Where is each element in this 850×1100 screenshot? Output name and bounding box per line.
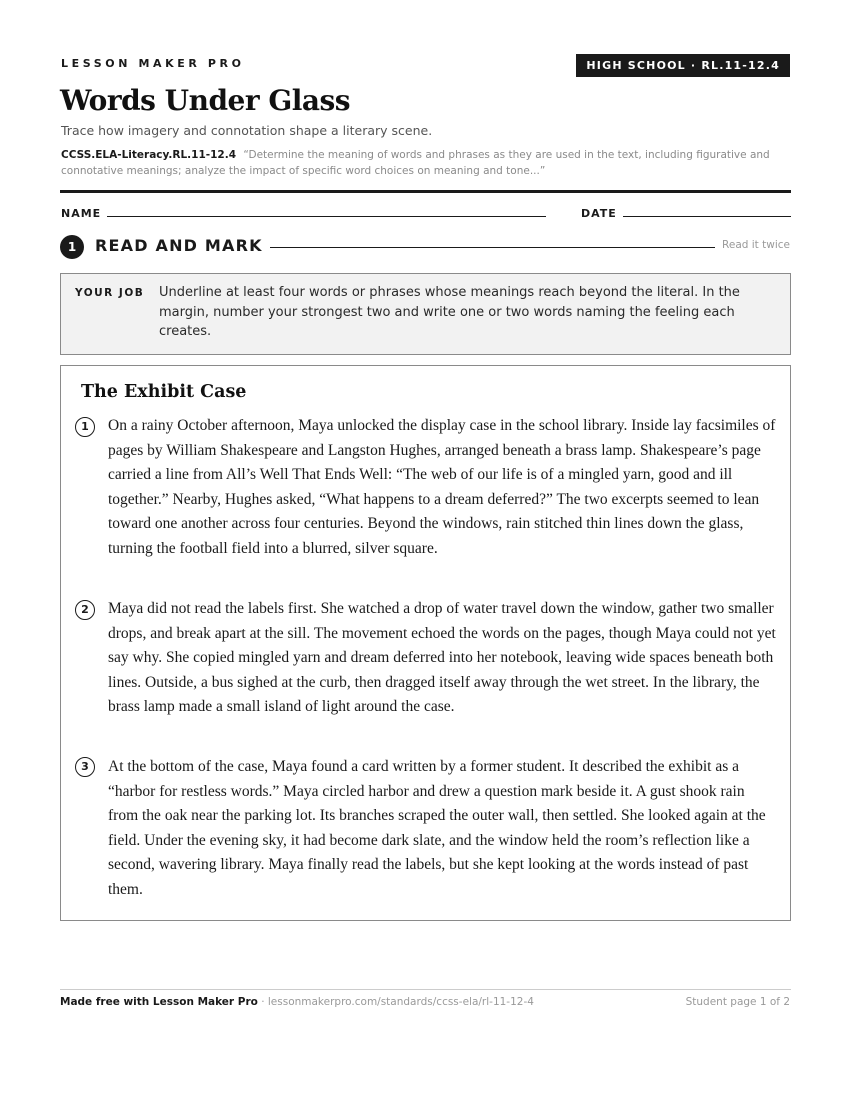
footer-credit [60,996,534,1008]
section-divider [270,247,715,248]
paragraph-2: Maya did not read the labels first. She watched a drop of water travel down the window, gather two smaller drops, and break apart at the sill. The movement echoed the words on the pages, though Maya could not yet say why. She copied mingled yarn and dream deferred into her notebook, leaving wide spaces beneath both lines. Outside, a bus sighed at the curb, then dragged itself away through the wet street. In the library, the brass lamp made a small island of light around the case. [108,600,776,716]
passage-box [60,365,791,921]
footer-page-number: Student page 1 of 2 [685,996,790,1008]
standard-code: CCSS.ELA-Literacy.RL.11-12.4 [61,149,237,161]
instructions-label: YOUR JOB [75,287,145,299]
section-number-badge: 1 [60,235,84,259]
instructions-box [60,273,791,355]
passage-title: The Exhibit Case [81,382,247,402]
section-note: Read it twice [722,239,790,251]
footer-divider [60,989,791,990]
footer-url[interactable]: lessonmakerpro.com/standards/ccss-ela/rl-11-12-4 [267,996,534,1008]
footer-separator: · [257,996,268,1008]
paragraph-number-3: 3 [75,757,95,777]
header-divider [60,190,791,193]
date-field[interactable] [623,216,791,217]
instructions-text: Underline at least four words or phrases whose meanings reach beyond the literal. In the margin, number your strongest two and write one or two words naming the feeling each creates. [159,285,740,339]
brand-name: LESSON MAKER PRO [61,57,245,70]
footer-made-by: Made free with Lesson Maker Pro [60,996,258,1008]
name-field[interactable] [107,216,546,217]
paragraph-3: At the bottom of the case, Maya found a card written by a former student. It described the exhibit as a “harbor for restless words.” Maya circled harbor and drew a question mark beside it. A gust shook rain from the oak near the parking lot. Its branches scraped the outer wall, then settled. She looked again at the field. Under the evening sky, it had become dark slate, and the window held the room’s reflection like a second, wavering library. Maya finally read the labels, but she kept looking at the words instead of past them. [108,758,766,898]
standard-description [61,148,796,179]
name-label: NAME [61,207,102,220]
section-title: READ AND MARK [95,236,263,255]
worksheet-subtitle: Trace how imagery and connotation shape a literary scene. [61,123,433,138]
worksheet-title: Words Under Glass [60,84,351,117]
paragraph-number-1: 1 [75,417,95,437]
standard-text: “Determine the meaning of words and phrases as they are used in the text, including figurative and connotative meanings; analyze the impact of specific word choices on meaning and tone...” [61,149,770,177]
paragraph-number-2: 2 [75,600,95,620]
date-label: DATE [581,207,617,220]
level-badge: HIGH SCHOOL · RL.11-12.4 [576,54,790,77]
paragraph-1: On a rainy October afternoon, Maya unlocked the display case in the school library. Inside lay facsimiles of pages by William Shakespeare and Langston Hughes, arranged beneath a brass lamp. Shakespeare’s page carried a line from All’s Well That Ends Well: “The web of our life is of a mingled yarn, good and ill together.” Nearby, Hughes asked, “What happens to a dream deferred?” The two excerpts seemed to lean toward one another across four centuries. Beyond the windows, rain stitched thin lines down the glass, turning the football field into a blurred, silver square. [108,417,776,557]
